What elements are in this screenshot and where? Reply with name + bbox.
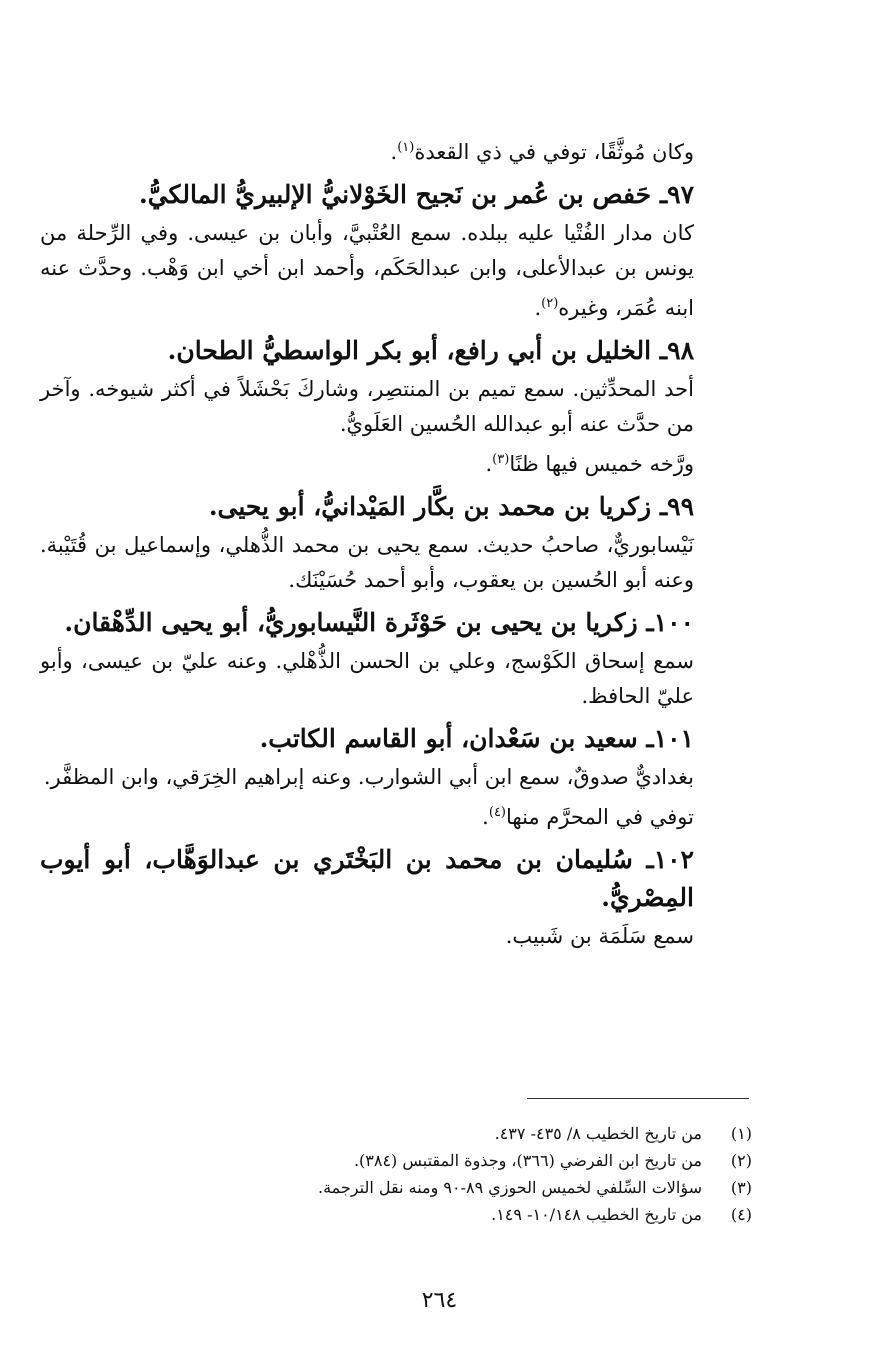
entry-heading: ١٠٠ـ زكريا بن يحيى بن حَوْثَرة النَّيسابوريُّ، أبو يحيى الدِّهْقان. bbox=[64, 608, 694, 637]
paragraph: سمع سَلَمَة بن شَبيب. bbox=[505, 924, 694, 948]
paragraph: توفي في المحرَّم منها$^{(٤)}$. bbox=[482, 805, 694, 829]
entry-heading: ٩٩ـ زكريا بن محمد بن بكَّار المَيْدانيُّ، أبو يحيى. bbox=[208, 492, 694, 521]
main-text bbox=[40, 130, 750, 954]
entry-heading: ٩٧ـ حَفص بن عُمر بن نَجيح الخَوْلانيُّ الإلبيريُّ المالكيُّ. bbox=[139, 180, 694, 209]
footnote-separator bbox=[527, 1098, 749, 1099]
paragraph: أحد المحدِّثين. سمع تميم بن المنتصِر، وشاركَ بَحْشَلاً في أكثر شيوخه. وآخر من حدَّث عنه أبو عبدالله الحُسين العَلَويُّ. bbox=[40, 377, 694, 436]
footnote-ref[interactable]: (٤) bbox=[488, 805, 506, 820]
footnotes bbox=[180, 1120, 752, 1228]
footnote-ref[interactable]: (٢) bbox=[541, 296, 559, 311]
paragraph: ورَّخه خميس فيها ظنًا$^{(٣)}$. bbox=[485, 452, 694, 476]
entry-heading: ٩٨ـ الخليل بن أبي رافع، أبو بكر الواسطيُّ الطحان. bbox=[167, 336, 694, 365]
footnote: (١) من تاريخ الخطيب ٨/ ٤٣٥- ٤٣٧. bbox=[494, 1124, 752, 1143]
page-number: ٢٦٤ bbox=[421, 1288, 458, 1313]
paragraph: كان مدار الفُتْيا عليه ببلده. سمع العُتْبيَّ، وأبان بن عيسى. وفي الرِّحلة من يونس بن عبدالأعلى، وابن عبدالحَكَم، وأحمد ابن أخي ابن وَهْب. وحدَّث عنه ابنه عُمَر، وغيره$^{(٢)}$. bbox=[40, 221, 694, 320]
paragraph: سمع إسحاق الكَوْسج، وعلي بن الحسن الذُّهْلي. وعنه عليّ بن عيسى، وأبو عليّ الحافظ. bbox=[40, 649, 694, 708]
paragraph: بغداديٌّ صدوقٌ، سمع ابن أبي الشوارب. وعنه إبراهيم الخِرَقي، وابن المظفَّر. bbox=[43, 765, 694, 789]
paragraph: نَيْسابوريٌّ، صاحبُ حديث. سمع يحيى بن محمد الذُّهلي، وإسماعيل بن قُتَيْبة. وعنه أبو الحُسين بن يعقوب، وأبو أحمد حُسَيْنَك. bbox=[40, 533, 694, 592]
footnote: (٤) من تاريخ الخطيب ١٠/١٤٨- ١٤٩. bbox=[491, 1205, 752, 1224]
entry-heading: ١٠١ـ سعيد بن سَعْدان، أبو القاسم الكاتب. bbox=[259, 724, 694, 753]
footnote-ref[interactable]: (٣) bbox=[492, 452, 510, 467]
paragraph: وكان مُوثَّقًا، توفي في ذي القعدة$^{(١)}$. bbox=[390, 140, 694, 164]
footnote: (٢) من تاريخ ابن الفرضي (٣٦٦)، وجذوة المقتبس (٣٨٤). bbox=[353, 1151, 752, 1170]
footnote: (٣) سؤالات السِّلفي لخميس الحوزي ٨٩-٩٠ ومنه نقل الترجمة. bbox=[318, 1178, 752, 1197]
entry-heading: ١٠٢ـ سُليمان بن محمد بن البَخْتَري بن عبدالوَهَّاب، أبو أيوب المِصْريُّ. bbox=[40, 845, 694, 912]
footnote-ref[interactable]: (١) bbox=[397, 140, 415, 155]
